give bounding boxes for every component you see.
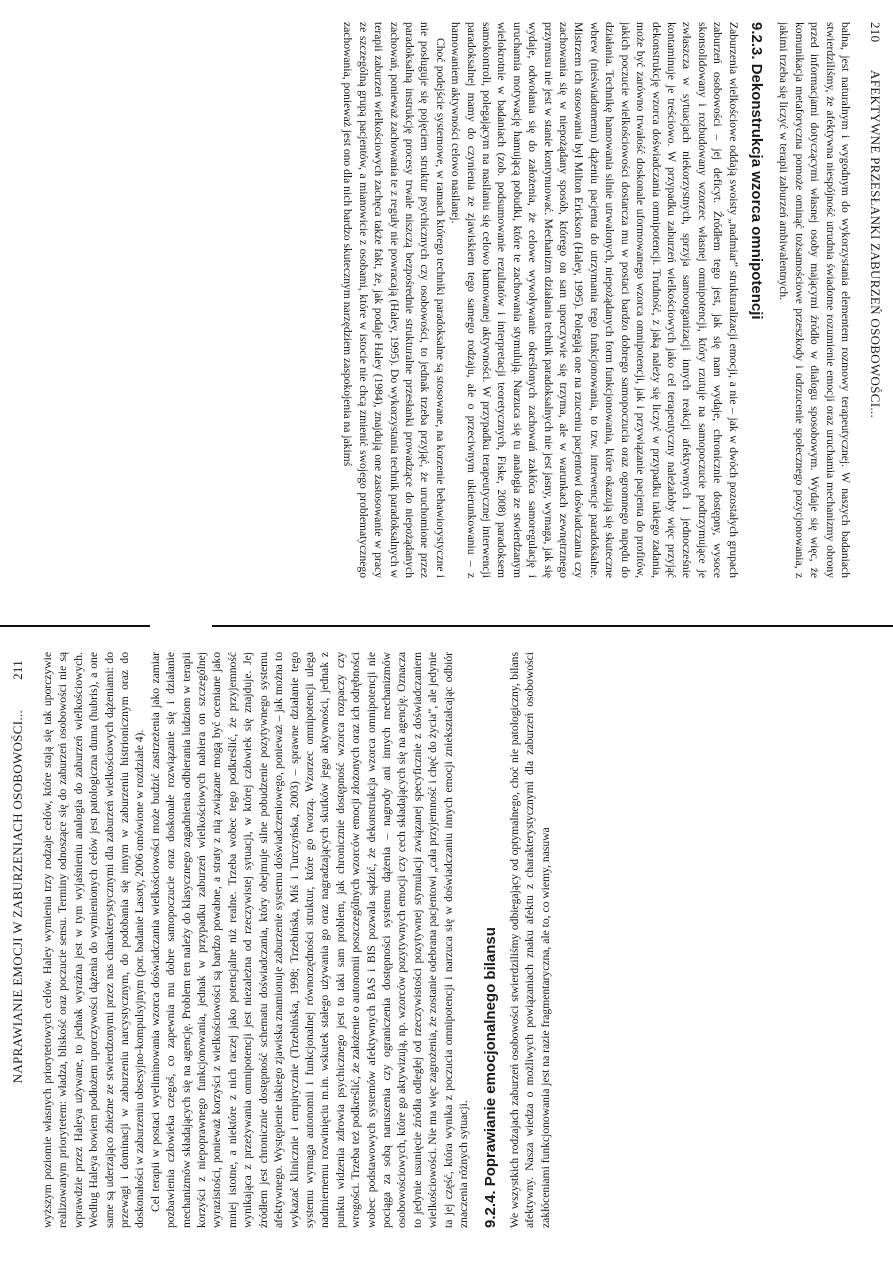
running-header [861,0,883,600]
paragraph: Zaburzenia wielkościowe oddają swoisty „nadmiar” strukturalizacji emocji, a nie – jak w dwóch pozostałych grupach zaburzeń osobowości – jej deficyt. Źródłem tego jest, jak się nam wydaje, chronicznie dostępny, wysoce skonsolidowany i rozbudowany wzorzec własnej omnipotencji, który rzutuje na samopoczucie podtrzymujące je zwłaszcza w sytuacjach niekorzystnych, sprzyja samoorganizacji innych reakcji afektywnych i jednocześnie kontaminuje je treściowo. W przypadku zaburzeń wielkościowych jako cel terapeutyczny należałoby więc przyjąć dekonstrukcję wzorca doświadczania omnipotencji. Trudność, z jaką należy się liczyć w przypadku takiego zadania, może być zarówno trwałość doskonale uformowanego wzorca omnipotencji, jak i przywiązanie pacjenta do profitów, jakich poczucie wielkościowości dostarcza mu w postaci bardzo dobrego samopoczucia oraz ogromnego napędu do działania. Technikę hamowania silnie utrwalonych, niepożądanych form funkcjonowania, które okazują się skuteczne wbrew (nieświadomemu) dążeniu pacjenta do utrzymania tego funkcjonowania, to tzw. interwencje paradoksalne. Mistrzem ich stosowania był Milton Erickson (Haley, 1995). Polegają one na rzuceniu pacjentowi doświadczania czy zachowania się w niepożądany sposób, którego on sam uporczywie się trzyma, ale w warunkach zewnętrznego przymusu nie jest w stanie kontynuować. Mechanizm działania technik paradoksalnych nie jest jasny, wymaga, jak się wydaje, odwołania się do założenia, że celowe wywoływanie określonych zachowań zakłóca samoregulację i uruchamia motywację hamującą pobudki, które te zachowania stymulują. Narzuca się tu analogia ze stwierdzanym wielokrotnie w badaniach (zob. podsumowanie rezultatów i interpretacji teoretycznych, Fiske, 2008) paradoksem samokontroli, polegającym na nasilaniu się celowo hamowanej aktywności. W przypadku terapeutycznej interwencji paradoksalnej mamy do czynienia ze zjawiskiem tego samego rodzaju, ale o przeciwnym ukierunkowaniu – z hamowaniem aktywności celowo nasilanej. [449,22,740,578]
page-left-scan [0,0,893,622]
paragraph: balna, jest naturalnym i wygodnym do wykorzystania elementem rozmowy terapeutycznej. W naszych badaniach stwierdziliśmy, że afektywna niespójność utrudnia świadome rozumienie emocji oraz uruchamia mechanizmy obrony przed informacjami dotyczącymi własnej osoby mającymi źródło w dialogu sposobowym. Wydaje się więc, że komunikacja metaforyczna pomoże ominąć tożsamościowe przeszkody i odrzucenie społecznego pozycjonowania, z jakimi trzeba się liczyć w terapii zaburzeń ambiwalentnych. [777,22,852,578]
section-heading: 9.2.3. Dekonstrukcja wzorca omnipotencji [747,22,765,320]
paragraph: We wszystkich rodzajach zaburzeń osobowości stwierdziliśmy odbiegający od optymalnego, choć nie patologiczny, bilans afektywny. Nasza wiedza o możliwych powiązaniach znaku afektu z charakterystycznymi dla zaburzeń osobowości zakłóceniami funkcjonowania jest na razie fragmentaryczna, ale to, co wiemy, nasuwa [507,652,552,1228]
paragraph: Cel terapii w postaci wyeliminowania wzorca doświadczania wielkościowości może budzić zastrzeżenia jako zamiar pozbawienia człowieka czegoś, co zapewnia mu dobre samopoczucie oraz doskonałe rozwiązanie się i działanie mechanizmów składających się na agencję. Problem ten należy do klasycznego zagadnienia odbierania ludziom w terapii korzyści z niepoprawnego funkcjonowania, jednak w przypadku zaburzeń wielkościowych nabiera on szczególnej wyrazistości, ponieważ korzyści z wielkościowości są bardzo powabne, a straty z nią związane mogą być oceniane jako mniej istotne, a niektóre z nich raczej jako potencjalne niż realne. Trzeba wobec tego podkreślić, że przyjemność wynikająca z przeżywania omnipotencji jest niezależna od rzeczywistej sytuacji, w której człowiek się znajduje. Jej źródłem jest chronicznie dostępność schematu doświadczania, który obejmuje silne pobudzenie pozytywnego systemu afektywnego. Występienie takiego zjawiska znamionuje zaburzenie systemu doświadczeniowego, ponieważ – jak można to wykazać klinicznie i empirycznie (Trzebińska, 1998; Trzebińska, Miś i Turczyńska, 2003) – sprawne działanie tego systemu wymaga autonomii i funkcjonalnej równorzędności struktur, które go tworzą. Wzorzec omnipotencji ulega nadmiernemu rozwinięciu m.in. wskutek stałego używania go oraz nagradzających skutków jego aktywności, jednak z punktu widzenia zdrowia psychicznego jest to taki sam problem, jak chronicznie dostępność wzorca rozpaczy czy wrogości. Trzeba też podkreślić, że założenie o autonomii poszczególnych wzorców emocji złożonych oraz ich odrębności wobec podstawowych systemów afektywnych BAS i BIS pozwala sądzić, że dekonstrukcja wzorca omnipotencji nie pociąga za sobą naruszenia czy ograniczenia dostępności systemu dążenia – nagrody ani innych mechanizmów osobowościowych, które go aktywizują, np. wzorców pozytywnych emocji czy cech składających się na agencję. Oznacza to jedynie usunięcie źródła odległej od rzeczywistości pozytywnej stymulacji związanej specyficznie z doświadczaniem wielkościowości. Nie ma więc zagrożenia, że zostanie odebrana pacjentowi „cała przyjemność i chęć do życia”, ale jedynie ta jej część, która wynika z poczucia omnipotencji i narzuca się w doświadczaniu innych emocji zniekształcając odbiór znaczenia różnych sytuacji. [148,652,470,1228]
paragraph: Choć podejście systemowe, w ramach którego techniki paradoksalne są stosowane, na korzenie behawiorystyczne i nie posługuje się pojęciem struktur psychicznych czy osobowości, to jednak trzeba przyjąć, że uruchomione przez paradoksalną instrukcję procesy trwale niszczą bezpośrednie strukturalne przesłanki prowadzące do niepożądanych zachowań, ponieważ zachowania te z reguły nie powracają (Haley, 1995). Do wykorzystania technik paradoksalnych w terapii zaburzeń wielkościowych zachęca także fakt, że, jak podaje Haley (1984), znajdują one zastosowanie w pracy ze szczególną grupą pacjentów, a mianowicie z osobami, które w istocie nie chcą zmienić swojego problematycznego zachowania, ponieważ jest ono dla nich bardzo skutecznym narzędziem zaspokojenia na jakimś [341,22,447,578]
section-heading: 9.2.4. Poprawianie emocjonalnego bilansu [482,927,500,1228]
page-body [40,652,881,1228]
page-body [12,22,853,578]
page-divider [0,622,893,630]
running-title: NAPRAWIANIE EMOCJI W ZABURZENIACH OSOBOWOŚCI... [10,710,25,1084]
page-number: 210 [868,22,883,43]
page-right-scan [0,630,893,1263]
paragraph: wyższym poziomie własnych priorytetowych celów. Haley wymienia trzy rodzaje celów, które stają się tak uporczywie realizowanym priorytetem: władza, bliskość oraz poczucie sensu. Terminy odnoszące się do zaburzeń osobowości nie są wprawdzie przez Haleya używane, to jednak wyraźna jest w tym wyjaśnieniu analogia do zaburzeń wielkościowych. Według Haleya bowiem podłożem uporczywości dążenia do wymienionych celów jest patologiczna duma (hubris), a one same są uderzająco zbieżne ze stwierdzonymi przez nas charakterystycznymi dla zaburzeń wielkościowych dążeniami: do przewagi i dominacji w zaburzeniu narcystycznym, do podobania się innym w zaburzeniu histrionicznym oraz do doskonałości w zaburzeniu obsesyjno-kompulsyjnym (por. badanie Lasoty, 2006 omówione w rozdziale 4). [41,652,147,1228]
page-number: 211 [10,660,25,680]
running-header [10,630,32,1250]
running-title: AFEKTYWNE PRZESŁANKI ZABURZEŃ OSOBOWOŚCI... [868,70,883,419]
